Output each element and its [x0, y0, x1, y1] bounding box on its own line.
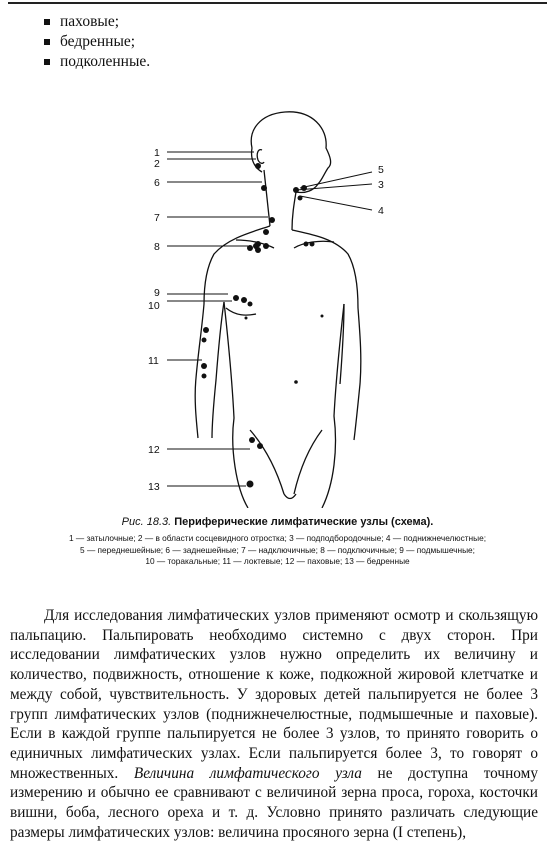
callout-3: 3 [378, 179, 384, 191]
callout-7: 7 [154, 212, 160, 224]
emphasis-text: Величина лимфатического узла [133, 764, 362, 782]
anatomy-marks [245, 315, 324, 384]
callout-5: 5 [378, 164, 384, 176]
bullet-list [44, 12, 150, 72]
figure-title: Периферические лимфатические узлы (схема). [174, 516, 434, 528]
list-item: подколенные. [44, 52, 150, 72]
callout-11: 11 [148, 355, 159, 367]
callout-10: 10 [148, 300, 160, 312]
legend-line: 10 — торакальные; 11 — локтевые; 12 — паховые; 13 — бедренные [145, 556, 410, 566]
paragraph-text: не доступна точному измерению и обычно ее сравнивают с величиной зерна проса, гороха, косточки вишни, боба, лесного ореха и т. д. Условно принято различать следующие размеры лимфатических узлов: величина просяного зерна (I степень), [10, 764, 538, 841]
list-item: паховые; [44, 12, 150, 32]
body-text [10, 606, 538, 842]
paragraph [10, 606, 538, 842]
callout-8: 8 [154, 241, 160, 253]
list-item: бедренные; [44, 32, 150, 52]
figure-ref: Рис. 18.3. [121, 516, 172, 528]
paragraph-text: Для исследования лимфатических узлов применяют осмотр и скользящую пальпацию. Пальпировать необходимо системно с двух сторон. При исследовании лимфатических узлов нужно определить их величину и количество, подвижность, отношение к коже, подкожной жировой клетчатке и между собой, чувствительность. У здоровых детей пальпируется не более 3 групп лимфатических узлов (поднижнечелюстные, подмышечные и паховые). Если в каждой группе пальпируется не более 3 узлов, то принято говорить о единичных лимфатических узлах. Если пальпируется более 3, то говорят о множественных. [10, 607, 538, 782]
top-rule [8, 2, 547, 4]
callout-6: 6 [154, 177, 160, 189]
lymph-nodes-figure [0, 108, 555, 508]
figure-caption [0, 516, 555, 528]
callout-9: 9 [154, 287, 160, 299]
legend-line: 1 — затылочные; 2 — в области сосцевидного отростка; 3 — подподбородочные; 4 — поднижнечелюстные; [68, 533, 487, 543]
legend-line: 5 — переднешейные; 6 — заднешейные; 7 — надключичные; 8 — подключичные; 9 — подмышечные; [80, 544, 475, 555]
callout-4: 4 [378, 205, 384, 217]
callout-13: 13 [148, 481, 160, 493]
body-outline-diagram [0, 108, 555, 508]
callout-2: 2 [154, 158, 160, 170]
figure-legend [4, 533, 551, 568]
callout-12: 12 [148, 444, 160, 456]
callout-1: 1 [154, 147, 160, 159]
